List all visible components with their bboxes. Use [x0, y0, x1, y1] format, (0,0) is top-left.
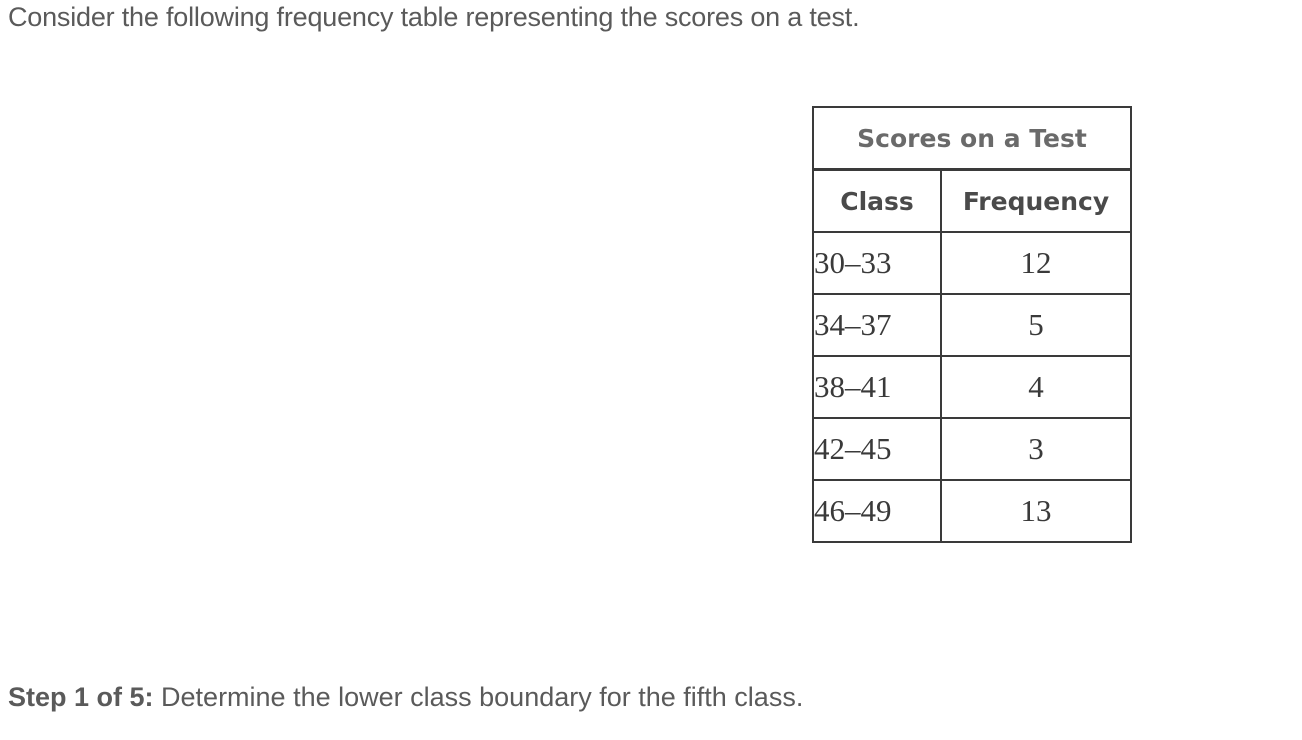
class-cell: 30–33	[813, 232, 941, 294]
table-title: Scores on a Test	[813, 107, 1131, 170]
table-row	[813, 232, 1131, 294]
class-cell: 46–49	[813, 480, 941, 542]
column-header-frequency: Frequency	[941, 170, 1131, 233]
frequency-cell: 12	[941, 232, 1131, 294]
class-cell: 34–37	[813, 294, 941, 356]
table-row	[813, 356, 1131, 418]
frequency-table	[812, 106, 1132, 543]
problem-intro-text: Consider the following frequency table representing the scores on a test.	[8, 2, 860, 32]
step-text: Determine the lower class boundary for the fifth class.	[153, 682, 804, 712]
table-row	[813, 294, 1131, 356]
table-title-row	[813, 107, 1131, 170]
frequency-cell: 4	[941, 356, 1131, 418]
step-instruction	[8, 682, 803, 713]
table-row	[813, 480, 1131, 542]
class-cell: 42–45	[813, 418, 941, 480]
frequency-cell: 5	[941, 294, 1131, 356]
table-header-row	[813, 170, 1131, 233]
frequency-cell: 3	[941, 418, 1131, 480]
table-row	[813, 418, 1131, 480]
frequency-cell: 13	[941, 480, 1131, 542]
class-cell: 38–41	[813, 356, 941, 418]
column-header-class: Class	[813, 170, 941, 233]
step-label: Step 1 of 5:	[8, 682, 154, 712]
